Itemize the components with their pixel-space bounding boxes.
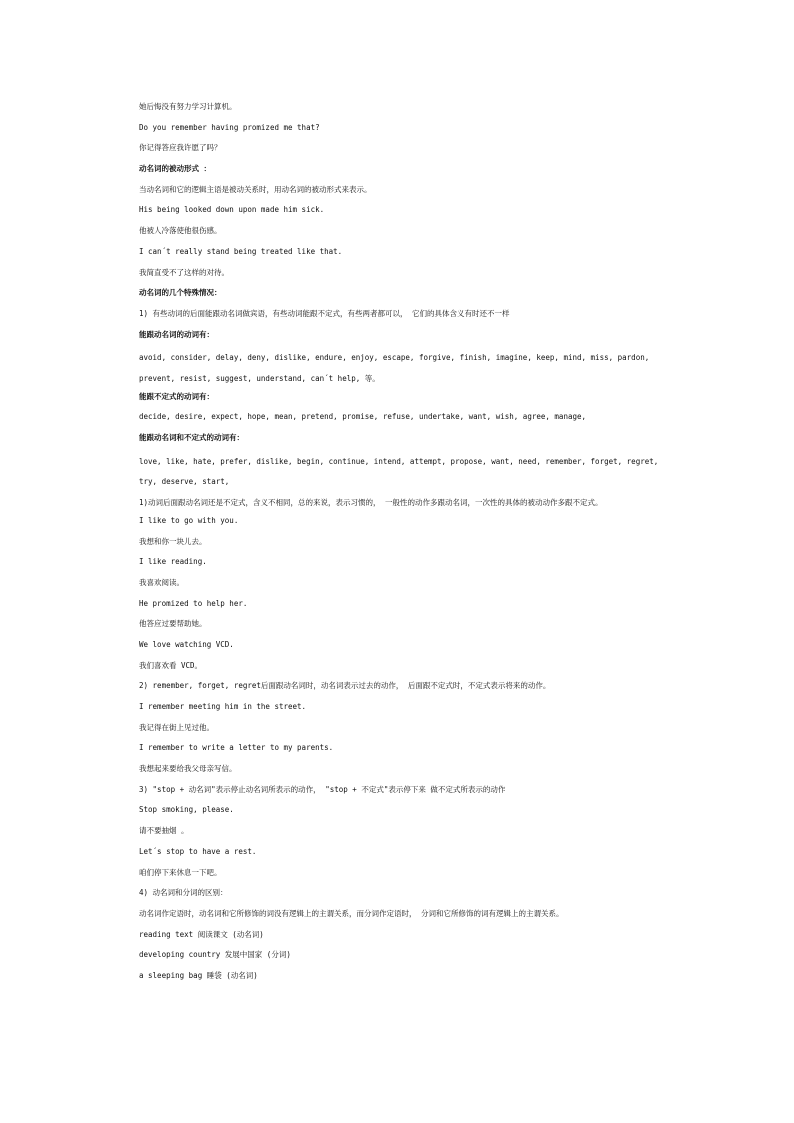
text-line: 你记得答应我许愿了吗？ xyxy=(139,143,222,153)
section-heading: 能跟动名词和不定式的动词有： xyxy=(139,433,244,443)
text-line: 她后悔没有努力学习计算机。 xyxy=(139,102,237,111)
text-line: I remember meeting him in the street. xyxy=(139,702,307,712)
text-line: 他被人冷落使他很伤感。 xyxy=(139,226,222,236)
text-line: 2) remember, forget, regret后面跟动名词时，动名词表示过去的动作， 后面跟不定式时，不定式表示将来的动作。 xyxy=(139,681,551,691)
section-heading: 能跟动名词的动词有： xyxy=(139,329,214,339)
text-line: Do you remember having promized me that? xyxy=(139,122,320,132)
text-line: a sleeping bag 睡袋 (动名词) xyxy=(139,970,258,980)
text-line: Let´s stop to have a rest. xyxy=(139,846,257,856)
text-line: I like to go with you. xyxy=(139,515,239,525)
text-line: 4) 动名词和分词的区别： xyxy=(139,888,228,898)
text-line: 他答应过要帮助她。 xyxy=(139,619,207,629)
text-paragraph: avoid, consider, delay, deny, dislike, endure, enjoy, escape, forgive, finish, imagine, keep, mind, miss, pardon, prevent, resist, suggest, understand, can´t help, 等。 xyxy=(139,353,650,383)
text-line: 我想起来要给我父母亲写信。 xyxy=(139,764,237,774)
text-line: 我记得在街上见过他。 xyxy=(139,722,214,732)
section-heading: 动名词的几个特殊情况： xyxy=(139,288,222,298)
text-line: 动名词作定语时，动名词和它所修饰的词没有逻辑上的主谓关系，而分词作定语时， 分词和它所修饰的词有逻辑上的主谓关系。 xyxy=(139,908,564,918)
section-heading: 能跟不定式的动词有： xyxy=(139,391,214,401)
text-line: His being looked down upon made him sick. xyxy=(139,205,325,215)
text-line: We love watching VCD. xyxy=(139,639,234,649)
text-line: 我们喜欢看 VCD。 xyxy=(139,660,203,670)
text-line: I can´t really stand being treated like that. xyxy=(139,246,343,256)
text-line: I like reading. xyxy=(139,557,207,567)
text-line: developing country 发展中国家 (分词) xyxy=(139,950,291,960)
text-line: 咱们停下来休息一下吧。 xyxy=(139,867,222,877)
text-line: I remember to write a letter to my parents. xyxy=(139,743,334,753)
text-paragraph: 1)动词后面跟动名词还是不定式，含义不相同，总的来说，表示习惯的， 一般性的动作多跟动名词，一次性的具体的被动动作多跟不定式。 xyxy=(139,498,603,508)
text-paragraph: love, like, hate, prefer, dislike, begin, continue, intend, attempt, propose, want, need, remember, forget, regret, try, deserve, start, xyxy=(139,456,659,487)
text-line: 我想和你一块儿去。 xyxy=(139,536,207,546)
text-line: reading text 阅读课文 (动名词) xyxy=(139,929,264,939)
section-heading: 动名词的被动形式 ： xyxy=(139,164,212,174)
text-line: decide, desire, expect, hope, mean, pretend, promise, refuse, undertake, want, wish, agree, manage, xyxy=(139,412,587,422)
text-line: 请不要抽烟 。 xyxy=(139,826,189,836)
text-line: He promized to help her. xyxy=(139,598,248,608)
text-line: 我喜欢阅读。 xyxy=(139,577,184,587)
document-body xyxy=(118,100,678,990)
text-line: 3) "stop + 动名词"表示停止动名词所表示的动作， "stop + 不定式"表示停下来 做不定式所表示的动作 xyxy=(139,784,506,794)
text-line: 1) 有些动词的后面能跟动名词做宾语，有些动词能跟不定式，有些两者都可以， 它们的具体含义有时还不一样 xyxy=(139,308,510,318)
text-line: 我简直受不了这样的对待。 xyxy=(139,267,229,277)
text-line: 当动名词和它的逻辑主语是被动关系时，用动名词的被动形式来表示。 xyxy=(139,184,372,194)
text-line: Stop smoking, please. xyxy=(139,805,234,815)
